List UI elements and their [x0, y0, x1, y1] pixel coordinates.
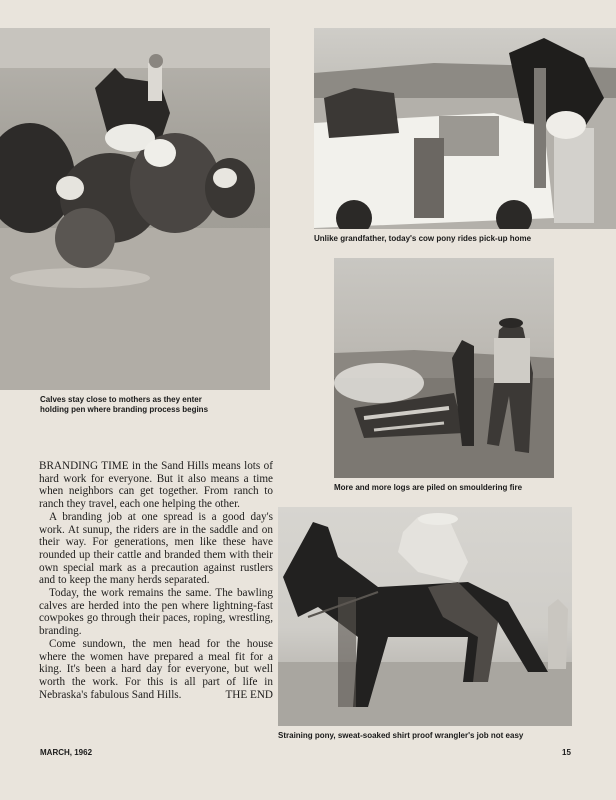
- footer-page-number: 15: [562, 748, 571, 757]
- caption-calves: Calves stay close to mothers as they enter holding pen where branding process begins: [40, 395, 209, 414]
- photo-pickup-truck: [314, 28, 616, 229]
- photo-smouldering-fire: [334, 258, 554, 478]
- article-body: [39, 460, 273, 701]
- photo-straining-pony: [278, 507, 572, 726]
- article-paragraph-2: A branding job at one spread is a good day's work. At sunup, the riders are in the saddle and on their way. For generations, men like these have rounded up their cattle and branded them with their own special mark as a precaution against rustlers and to keep the many herds separated.: [39, 510, 273, 587]
- caption-fire: More and more logs are piled on smouldering fire: [334, 483, 523, 492]
- the-end-mark: THE END: [225, 688, 273, 701]
- article-paragraph-3: Today, the work remains the same. The bawling calves are herded into the pen where lightning-fast cowpokes go through their paces, roping, wrestling, branding.: [39, 587, 273, 638]
- article-lead: BRANDING TIME: [39, 460, 129, 472]
- photo-calves-entering-pen: [0, 28, 270, 390]
- caption-pony: Straining pony, sweat-soaked shirt proof wrangler's job not easy: [278, 731, 524, 740]
- article-paragraph-1: BRANDING TIME in the Sand Hills means lots of hard work for everyone. But it also means a time when neighbors can get together. From ranch to ranch they travel, each one helping the other.: [39, 460, 273, 511]
- caption-pickup: Unlike grandfather, today's cow pony rides pick-up home: [314, 234, 532, 243]
- article-paragraph-4: Come sundown, the men head for the house where the women have prepared a meal fit for a king. It's been a hard day for everyone, but well worth the work. For this is all part of life in Nebraska's fabulous Sand Hills. THE END: [39, 637, 273, 701]
- footer-date: MARCH, 1962: [40, 748, 93, 757]
